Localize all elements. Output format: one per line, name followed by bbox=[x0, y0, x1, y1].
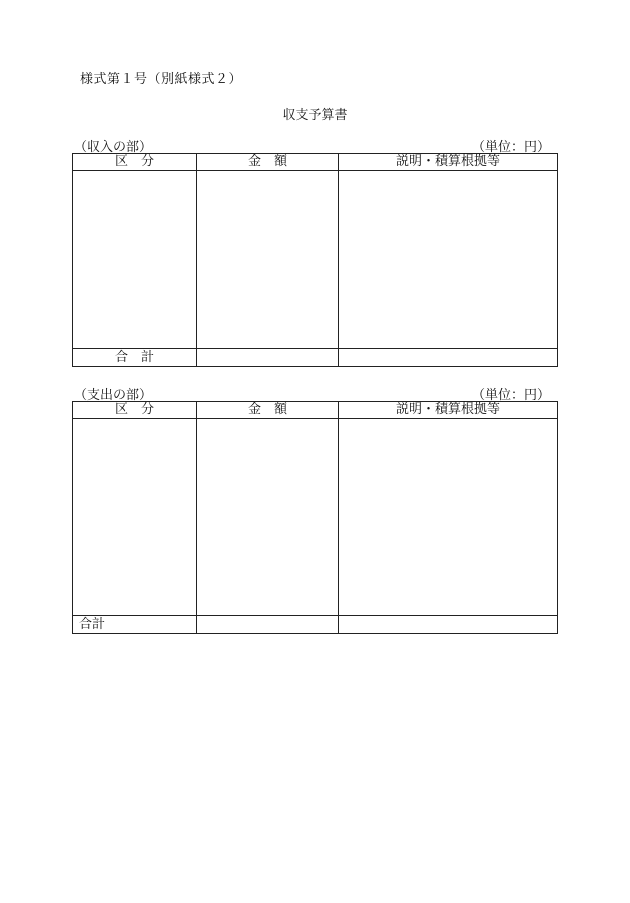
document-title: 収支予算書 bbox=[282, 108, 348, 123]
expense-total-label: 合計 bbox=[73, 616, 197, 634]
expense-total-notes-cell[interactable] bbox=[339, 616, 558, 634]
expense-section-label: （支出の部） bbox=[74, 388, 153, 403]
expense-header-row bbox=[73, 402, 558, 419]
income-total-amount-cell[interactable] bbox=[197, 349, 339, 367]
expense-notes-cell[interactable] bbox=[339, 419, 558, 616]
expense-unit-label: （単位：円） bbox=[471, 388, 550, 403]
income-notes-cell[interactable] bbox=[339, 171, 558, 349]
form-number: 様式第１号（別紙様式２） bbox=[80, 72, 243, 87]
income-body-row bbox=[73, 171, 558, 349]
income-total-row bbox=[73, 349, 558, 367]
income-section-label: （収入の部） bbox=[74, 140, 153, 155]
expense-amount-cell[interactable] bbox=[197, 419, 339, 616]
income-amount-cell[interactable] bbox=[197, 171, 339, 349]
expense-total-row bbox=[73, 616, 558, 634]
expense-table bbox=[72, 401, 558, 634]
expense-total-amount-cell[interactable] bbox=[197, 616, 339, 634]
expense-header-category: 区 分 bbox=[73, 402, 197, 419]
income-header-amount: 金 額 bbox=[197, 154, 339, 171]
income-header-notes: 説明・積算根拠等 bbox=[339, 154, 558, 171]
income-header-category: 区 分 bbox=[73, 154, 197, 171]
income-unit-label: （単位：円） bbox=[471, 140, 550, 155]
income-table bbox=[72, 153, 558, 367]
income-total-notes-cell[interactable] bbox=[339, 349, 558, 367]
income-total-label: 合 計 bbox=[73, 349, 197, 367]
expense-category-cell[interactable] bbox=[73, 419, 197, 616]
expense-header-notes: 説明・積算根拠等 bbox=[339, 402, 558, 419]
income-category-cell[interactable] bbox=[73, 171, 197, 349]
expense-header-amount: 金 額 bbox=[197, 402, 339, 419]
income-header-row bbox=[73, 154, 558, 171]
expense-body-row bbox=[73, 419, 558, 616]
